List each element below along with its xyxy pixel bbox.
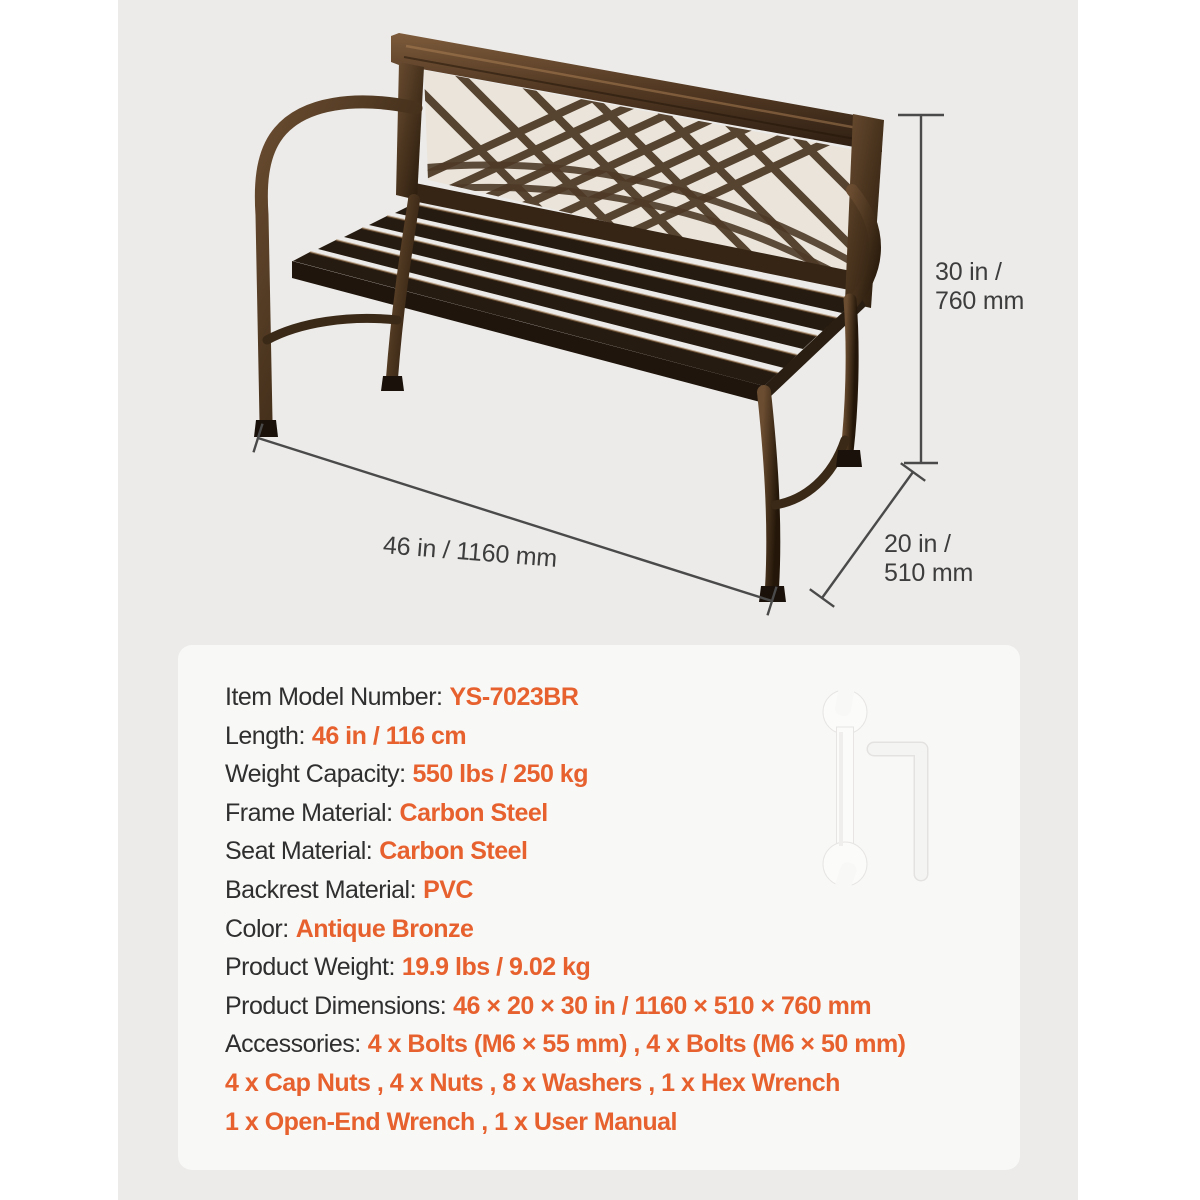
spec-row-frame-material: Frame Material: Carbon Steel	[225, 798, 548, 827]
spec-row-accessories: Accessories: 4 x Bolts (M6 × 55 mm) , 4 x Bolts (M6 × 50 mm)	[225, 1030, 906, 1059]
height-dimension-label: 30 in / 760 mm	[935, 258, 1025, 315]
spec-row-length: Length: 46 in / 116 cm	[225, 721, 467, 750]
depth-dimension-label: 20 in / 510 mm	[884, 530, 974, 587]
left-stretcher	[267, 318, 397, 340]
spec-row-product-weight: Product Weight: 19.9 lbs / 9.02 kg	[225, 953, 591, 982]
spec-row-weight-capacity: Weight Capacity: 550 lbs / 250 kg	[225, 760, 588, 789]
spec-row-model: Item Model Number: YS-7023BR	[225, 683, 579, 711]
rear-right-leg	[847, 300, 852, 452]
length-dimension-line	[254, 424, 777, 616]
spec-row-accessories-2: 4 x Cap Nuts , 4 x Nuts , 8 x Washers , 1 x Hex Wrench	[225, 1068, 840, 1097]
front-right-leg	[764, 392, 773, 588]
hex-wrench-icon	[874, 749, 921, 874]
spec-row-product-dimensions: Product Dimensions: 46 × 20 × 30 in / 1160 × 510 × 760 mm	[225, 991, 872, 1020]
right-stretcher	[775, 440, 845, 505]
spec-row-accessories-3: 1 x Open-End Wrench , 1 x User Manual	[225, 1107, 677, 1136]
spec-panel	[178, 645, 1020, 1170]
included-tools-illustration	[815, 682, 950, 897]
open-end-wrench-icon	[823, 683, 867, 897]
length-dimension-label: 46 in / 1160 mm	[382, 531, 559, 573]
spec-row-backrest-material: Backrest Material: PVC	[225, 875, 473, 904]
spec-row-seat-material: Seat Material: Carbon Steel	[225, 837, 528, 866]
spec-row-color: Color: Antique Bronze	[225, 914, 474, 943]
